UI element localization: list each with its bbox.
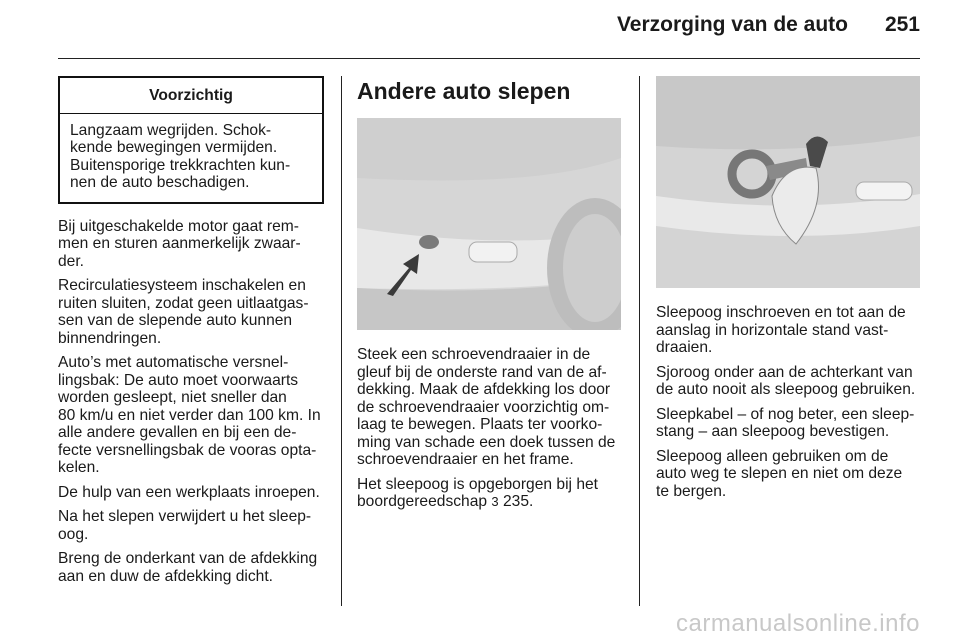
text-line: Breng de onderkant van de afdekking (58, 550, 318, 567)
caution-line: Langzaam wegrijden. Schok- (70, 121, 272, 139)
text-line: aan en duw de afdekking dicht. (58, 567, 274, 585)
caution-line: kende bewegingen vermijden. (70, 139, 278, 156)
page-reference-arrow-icon: 3 (491, 494, 499, 509)
caution-line: Buitensporige trekkrachten kun- (70, 156, 291, 174)
text-line: Sleepkabel – of nog beter, een sleep- (656, 405, 915, 423)
column-3 (656, 76, 922, 507)
text-line: Bij uitgeschakelde motor gaat rem- (58, 217, 299, 235)
column-2 (357, 78, 625, 518)
text-line: aanslag in horizontale stand vast- (656, 321, 889, 339)
tow-eye-illustration (656, 76, 920, 288)
text-line: binnendringen. (58, 329, 162, 347)
text-line: stang – aan sleepoog bevestigen. (656, 423, 890, 440)
paragraph (58, 550, 324, 585)
text-line: fecte versnellingsbak de vooras opta- (58, 441, 317, 459)
text-line: te bergen. (656, 482, 727, 500)
text-line: men en sturen aanmerkelijk zwaar- (58, 235, 301, 252)
tow-eye-drawing (656, 76, 920, 288)
text-line: lingsbak: De auto moet voorwaarts (58, 371, 299, 389)
text-line: der. (58, 252, 85, 270)
column-divider-2 (639, 76, 640, 606)
caution-box (58, 76, 324, 204)
text-line: sen van de slepende auto kunnen (58, 312, 293, 329)
paragraph (58, 484, 324, 502)
text-line: Auto’s met automatische versnel- (58, 354, 289, 371)
text-line: Recirculatiesysteem inschakelen en (58, 277, 306, 294)
bumper-cover-illustration (357, 118, 621, 330)
paragraph (58, 354, 324, 477)
text-line: auto weg te slepen en niet om deze (656, 465, 903, 482)
caution-line: nen de auto beschadigen. (70, 174, 250, 191)
column-divider-1 (341, 76, 342, 606)
text-fragment: boordgereedschap (357, 493, 488, 510)
text-line: oog. (58, 525, 89, 543)
text-line: schroevendraaier en het frame. (357, 451, 574, 468)
caution-body (60, 114, 322, 202)
text-line: dekking. Maak de afdekking los door (357, 381, 611, 398)
paragraph (656, 364, 922, 399)
paragraph (357, 346, 625, 469)
text-line: draaien. (656, 339, 713, 356)
text-line: alle andere gevallen en bij een de- (58, 424, 297, 441)
section-title: Andere auto slepen (357, 78, 571, 104)
caution-heading: Voorzichtig (60, 78, 322, 114)
column-1 (58, 76, 324, 592)
text-line: ruiten sluiten, zodat geen uitlaatgas- (58, 294, 309, 312)
header-title: Verzorging van de auto (616, 13, 848, 36)
text-line: de schroevendraaier voorzichtig om- (357, 398, 610, 416)
page-number: 251 (884, 13, 920, 36)
text-line: kelen. (58, 459, 100, 476)
text-line: Het sleepoog is opgeborgen bij het (357, 475, 599, 493)
text-line: gleuf bij de onderste rand van de af- (357, 363, 607, 381)
text-line (357, 493, 625, 511)
text-line: Sleepoog inschroeven en tot aan de (656, 304, 906, 321)
paragraph (58, 218, 324, 271)
text-line: 80 km/u en niet verder dan 100 km. In (58, 406, 321, 424)
paragraph (656, 406, 922, 441)
text-line: De hulp van een werkplaats inroepen. (58, 483, 320, 501)
bumper-cover-drawing (357, 118, 621, 330)
text-line: ming van schade een doek tussen de (357, 433, 616, 451)
page-reference-number: 235. (502, 493, 534, 510)
text-line: laag te bewegen. Plaats ter voorko- (357, 416, 603, 433)
text-line: Sleepoog alleen gebruiken om de (656, 447, 889, 465)
text-line: worden gesleept, niet sneller dan (58, 389, 287, 406)
paragraph (58, 277, 324, 347)
paragraph (656, 448, 922, 501)
text-line: Sjoroog onder aan de achterkant van (656, 363, 913, 381)
paragraph (656, 304, 922, 357)
watermark: carmanualsonline.info (676, 610, 920, 637)
header-rule (58, 58, 920, 59)
text-line: Steek een schroevendraaier in de (357, 346, 591, 363)
paragraph (357, 476, 625, 511)
text-line: Na het slepen verwijdert u het sleep- (58, 508, 312, 525)
paragraph (58, 508, 324, 543)
text-line: de auto nooit als sleepoog gebruiken. (656, 381, 916, 398)
